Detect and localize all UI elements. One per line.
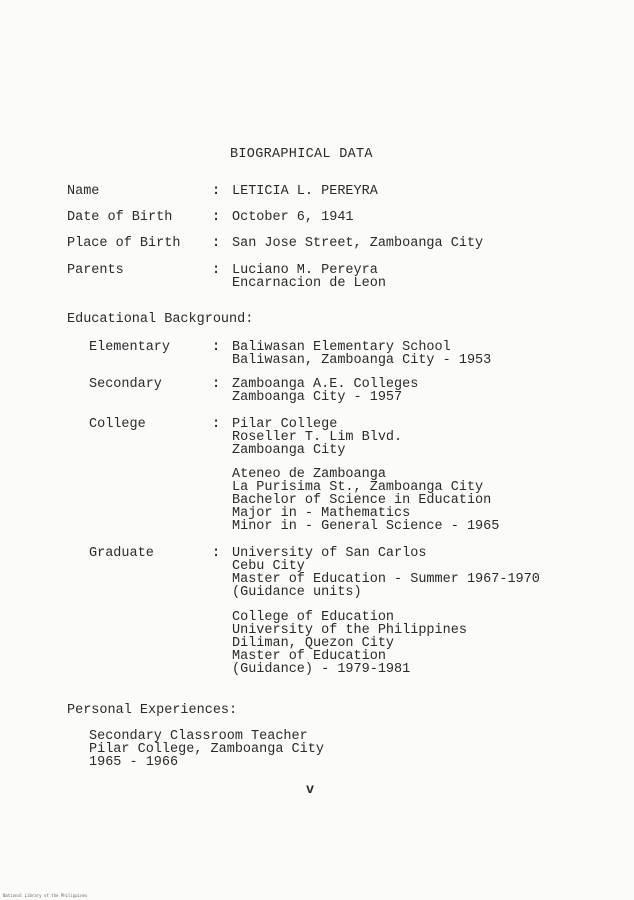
colon: : — [212, 340, 221, 355]
graduate-line: Master of Education — [232, 649, 386, 664]
graduate-line: College of Education — [232, 610, 395, 625]
parent-line: Encarnacion de Leon — [232, 276, 386, 291]
graduate-line: (Guidance units) — [232, 585, 362, 600]
footer-text: National Library of the Philippines — [3, 893, 88, 898]
name-value: LETICIA L. PEREYRA — [232, 184, 378, 199]
graduate-line: Diliman, Quezon City — [232, 636, 395, 651]
college-line: La Purisima St., Zamboanga City — [232, 480, 484, 495]
graduate-line: Cebu City — [232, 559, 305, 574]
colon: : — [212, 263, 221, 278]
elementary-line: Baliwasan Elementary School — [232, 340, 451, 355]
college-label: College — [89, 417, 146, 432]
graduate-line: Master of Education - Summer 1967-1970 — [232, 572, 540, 587]
experience-line: 1965 - 1966 — [89, 755, 179, 770]
college-line: Pilar College — [232, 417, 338, 432]
page-title: BIOGRAPHICAL DATA — [230, 147, 373, 162]
graduate-label: Graduate — [89, 546, 154, 561]
college-line: Minor in - General Science - 1965 — [232, 519, 500, 534]
page-number: v — [306, 783, 315, 798]
name-label: Name — [67, 184, 100, 199]
education-heading: Educational Background: — [67, 312, 254, 327]
college-line: Roseller T. Lim Blvd. — [232, 430, 403, 445]
secondary-line: Zamboanga City - 1957 — [232, 390, 403, 405]
graduate-line: University of the Philippines — [232, 623, 467, 638]
secondary-label: Secondary — [89, 377, 162, 392]
colon: : — [212, 236, 221, 251]
college-line: Zamboanga City — [232, 443, 346, 458]
parents-label: Parents — [67, 263, 124, 278]
colon: : — [212, 210, 221, 225]
experience-line: Pilar College, Zamboanga City — [89, 742, 324, 757]
parent-line: Luciano M. Pereyra — [232, 263, 378, 278]
dob-value: October 6, 1941 — [232, 210, 354, 225]
graduate-line: University of San Carlos — [232, 546, 427, 561]
colon: : — [212, 546, 221, 561]
college-line: Major in - Mathematics — [232, 506, 411, 521]
pob-label: Place of Birth — [67, 236, 181, 251]
college-line: Bachelor of Science in Education — [232, 493, 492, 508]
colon: : — [212, 377, 221, 392]
secondary-line: Zamboanga A.E. Colleges — [232, 377, 419, 392]
graduate-line: (Guidance) - 1979-1981 — [232, 662, 411, 677]
experience-line: Secondary Classroom Teacher — [89, 729, 308, 744]
colon: : — [212, 417, 221, 432]
pob-value: San Jose Street, Zamboanga City — [232, 236, 484, 251]
elementary-label: Elementary — [89, 340, 171, 355]
elementary-line: Baliwasan, Zamboanga City - 1953 — [232, 353, 492, 368]
experience-heading: Personal Experiences: — [67, 703, 238, 718]
dob-label: Date of Birth — [67, 210, 173, 225]
colon: : — [212, 184, 221, 199]
college-line: Ateneo de Zamboanga — [232, 467, 386, 482]
